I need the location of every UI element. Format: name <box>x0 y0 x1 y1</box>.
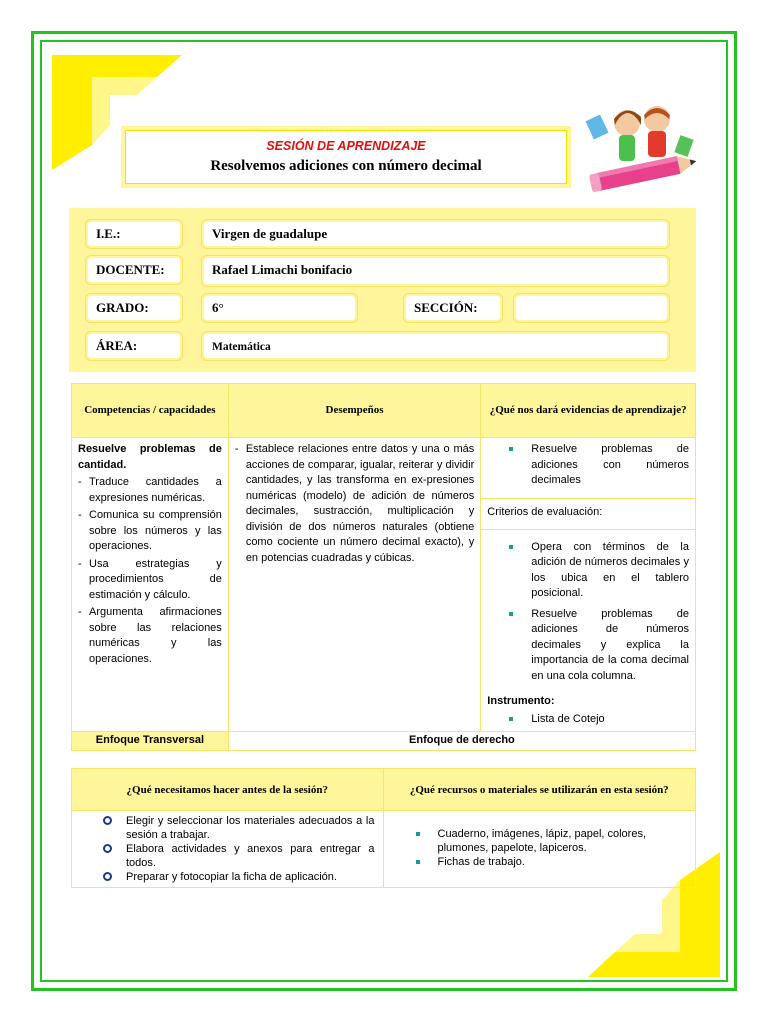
instrumento-item: Lista de Cotejo <box>487 712 689 728</box>
seccion-label: SECCIÓN: <box>404 294 502 322</box>
evidencia-item: Resuelve problemas de adiciones con números decimales <box>487 442 689 489</box>
list-item: - Traduce cantidades a expresiones numéricas. <box>78 475 222 506</box>
docente-field[interactable]: Rafael Limachi bonifacio <box>202 256 669 286</box>
enfoque-value: Enfoque de derecho <box>228 732 695 751</box>
list-item: - Argumenta afirmaciones sobre las relaciones numéricas y las operaciones. <box>78 605 222 667</box>
evidencias-header: ¿Qué nos dará evidencias de aprendizaje? <box>481 384 696 438</box>
list-item: Elabora actividades y anexos para entregar a todos. <box>72 842 375 870</box>
desempenos-cell <box>228 438 480 732</box>
list-item: - Comunica su comprensión sobre los números y las operaciones. <box>78 508 222 555</box>
competencias-cell <box>72 438 229 732</box>
recursos-table <box>71 768 696 888</box>
session-title-inner <box>125 130 567 184</box>
enfoque-label: Enfoque Transversal <box>72 732 229 751</box>
list-item: Preparar y fotocopiar la ficha de aplicación. <box>72 870 375 884</box>
list-item: Cuaderno, imágenes, lápiz, papel, colores, plumones, papelote, lapiceros. <box>384 827 688 855</box>
antes-header: ¿Qué necesitamos hacer antes de la sesión? <box>72 769 384 811</box>
antes-cell <box>72 811 384 888</box>
list-item: Fichas de trabajo. <box>384 855 688 869</box>
desempenos-header: Desempeños <box>228 384 480 438</box>
kids-on-pencil-illustration <box>585 95 705 200</box>
session-label: SESIÓN DE APRENDIZAJE <box>266 139 426 153</box>
session-title: Resolvemos adiciones con número decimal <box>210 158 482 174</box>
docente-label: DOCENTE: <box>86 256 182 284</box>
info-panel <box>69 208 696 372</box>
list-item: Opera con términos de la adición de números decimales y los ubica en el tablero posicional. <box>487 540 689 602</box>
grado-field[interactable]: 6° <box>202 294 357 322</box>
criterios-list <box>487 540 689 685</box>
competencias-header: Competencias / capacidades <box>72 384 229 438</box>
materiales-cell <box>383 811 696 888</box>
ie-label: I.E.: <box>86 220 182 248</box>
criterios-label: Criterios de evaluación: <box>481 498 696 529</box>
instrumento-label: Instrumento: <box>487 695 555 707</box>
list-item: Elegir y seleccionar los materiales adecuados a la sesión a trabajar. <box>72 814 375 842</box>
criterios-cell <box>481 529 696 732</box>
competencias-table <box>71 383 696 751</box>
area-field[interactable]: Matemática <box>202 332 669 360</box>
evidencia-cell <box>481 438 696 499</box>
capacidades-list <box>78 475 222 667</box>
ie-field[interactable]: Virgen de guadalupe <box>202 220 669 248</box>
seccion-field[interactable] <box>514 294 669 322</box>
competencia-title: Resuelve problemas de cantidad. <box>78 443 222 471</box>
session-title-box <box>121 126 571 188</box>
area-label: ÁREA: <box>86 332 182 360</box>
antes-list <box>72 814 375 884</box>
materiales-header: ¿Qué recursos o materiales se utilizarán en esta sesión? <box>383 769 696 811</box>
list-item: - Usa estrategias y procedimientos de estimación y cálculo. <box>78 557 222 604</box>
list-item: Resuelve problemas de adiciones de números decimales y explica la importancia de la coma decimal en una cola columna. <box>487 607 689 685</box>
grado-label: GRADO: <box>86 294 182 322</box>
desempeno-text: - Establece relaciones entre datos y una o más acciones de comparar, igualar, reiterar y dividir cantidades, y las transforma en ex-presiones numéricas (modelo) de adición de números decimales, sustracción, multiplicación y división de dos números naturales (obtiene como cociente un número decimal exacto), y en potencias cuadradas y cúbicas. <box>235 442 474 566</box>
materiales-list <box>384 827 688 869</box>
